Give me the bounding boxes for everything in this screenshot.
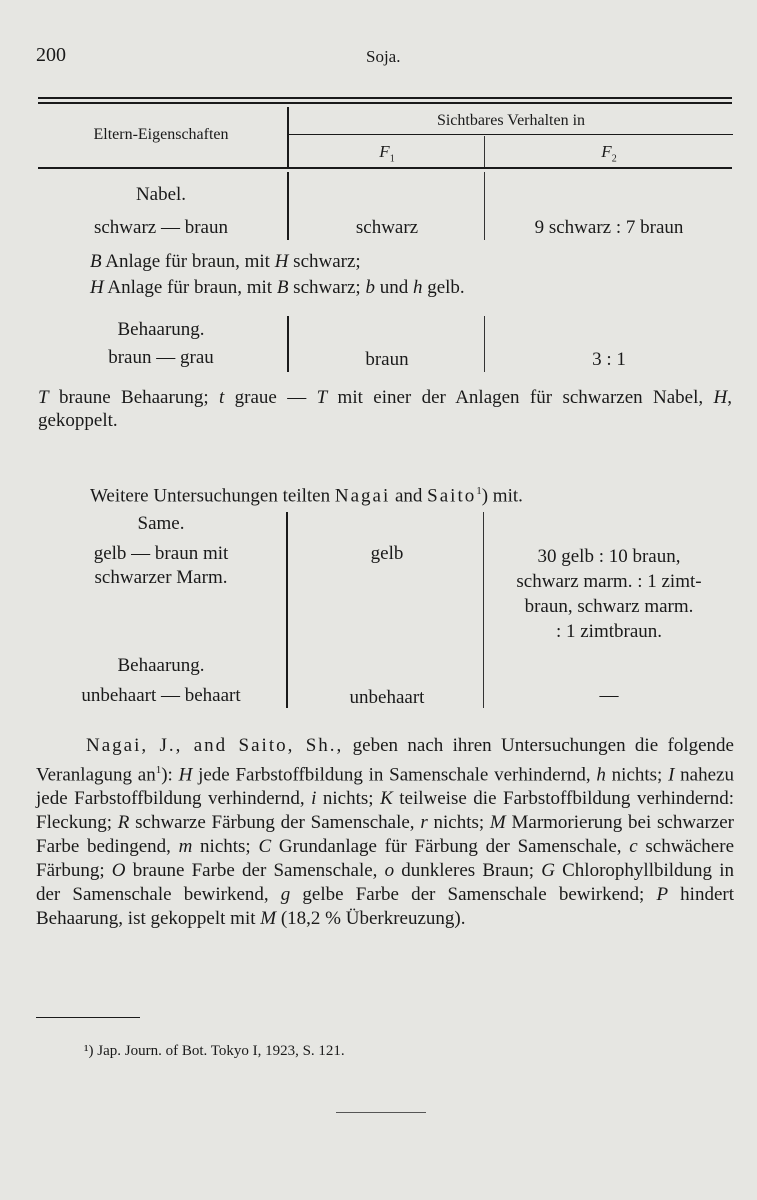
nabel-note-2: H Anlage für braun, mit B schwarz; b und h gelb. bbox=[90, 277, 465, 298]
table2-vline-2 bbox=[483, 512, 484, 708]
note-T2: T bbox=[316, 387, 328, 408]
top-rule-1 bbox=[38, 97, 732, 99]
col-header-f1 bbox=[289, 142, 485, 164]
same-parents-line2: schwarzer Marm. bbox=[94, 567, 228, 588]
behaarung-vline-2 bbox=[484, 316, 485, 372]
note2-H: H bbox=[90, 277, 104, 298]
intro-before: Weitere Untersuchungen teilten bbox=[90, 485, 331, 507]
header-vline-1 bbox=[287, 107, 289, 167]
note2-B: B bbox=[276, 277, 289, 298]
nabel-parents: schwarz — braun bbox=[93, 217, 228, 238]
same-f2-line2: schwarz marm. : 1 zimt- bbox=[516, 571, 702, 592]
bottom-rule bbox=[336, 1112, 426, 1113]
footnote-text: Jap. Journ. of Bot. Tokyo I, 1923, S. 121. bbox=[97, 1043, 345, 1059]
nabel-vline-1 bbox=[287, 172, 289, 240]
note-H: H bbox=[713, 387, 728, 408]
intro-and: and bbox=[394, 485, 423, 507]
intro-sentence bbox=[90, 480, 523, 507]
note1-B: B bbox=[90, 251, 102, 272]
footnote bbox=[84, 1043, 345, 1060]
same-f1: gelb bbox=[370, 543, 404, 564]
same-parents-line1: gelb — braun mit bbox=[93, 543, 229, 564]
note-t: t bbox=[218, 387, 225, 408]
behaarung2-f2: — bbox=[599, 685, 619, 706]
f1-subscript: 1 bbox=[389, 153, 395, 165]
nabel-note-1: B Anlage für braun, mit H schwarz; bbox=[90, 251, 361, 272]
main-paragraph: Nagai, J., and Saito, Sh., geben nach ihren Untersuchungen die folgende Veranlagung $an^1$): H jede Farbstoffbildung in Samenschale verhindernd, h nichts; I nahezu jede Farbstoffbildung verhindernd, i nichts; K teilweise die Farbstoffbildung verhindernd: Fleckung; R schwarze Färbung der Samenschale, r nichts; M Marmorierung bei schwarzer Farbe bedingend, m nichts; C Grundanlage für Färbung der Samenschale, c schwächere Färbung; O braune Farbe der Samenschale, o dunkleres Braun; G Chlorophyllbildung in der Samenschale bewirkend, g gelbe Farbe der Samenschale bewirkend; P hindert Behaarung, ist gekoppelt mit M (18,2 % Überkreuzung). bbox=[36, 735, 735, 930]
behaarung-parents: braun — grau bbox=[108, 347, 214, 368]
footnote-mark: ¹) bbox=[84, 1043, 94, 1059]
col-header-f2 bbox=[485, 142, 733, 164]
intro-footnote-mark: 1 bbox=[476, 485, 482, 497]
same-f2-line1: 30 gelb : 10 braun, bbox=[537, 546, 681, 567]
col-header-parents: Eltern-Eigenschaften bbox=[93, 126, 229, 143]
header-bottom-rule bbox=[38, 167, 732, 169]
nabel-title: Nabel. bbox=[135, 184, 187, 205]
table2-vline-1 bbox=[286, 512, 288, 708]
para-lead-names: Nagai, J., and Saito, Sh., bbox=[86, 735, 344, 756]
behaarung-f2: 3 : 1 bbox=[592, 349, 626, 370]
same-f2-line3: braun, schwarz marm. bbox=[524, 596, 694, 617]
nabel-f1: schwarz bbox=[355, 217, 419, 238]
nabel-vline-2 bbox=[484, 172, 485, 240]
f2-subscript: 2 bbox=[611, 153, 617, 165]
running-head: Soja. bbox=[366, 47, 401, 66]
same-f2-line4: : 1 zimtbraun. bbox=[555, 621, 663, 642]
intro-after: ) mit. bbox=[481, 485, 523, 507]
note-T: T bbox=[38, 387, 49, 408]
behaarung-f1: braun bbox=[365, 349, 409, 370]
note2-b: b bbox=[365, 277, 375, 298]
header-subrule bbox=[289, 134, 733, 135]
footnote-rule bbox=[36, 1017, 140, 1018]
top-rule-2 bbox=[38, 102, 732, 104]
note1-H: H bbox=[274, 251, 289, 272]
note2-h: h bbox=[412, 277, 423, 298]
behaarung-title: Behaarung. bbox=[117, 319, 205, 340]
f2-letter: F bbox=[601, 142, 612, 161]
page-number: 200 bbox=[36, 44, 66, 66]
behaarung-note: T braune Behaarung; t graue — T mit einer der Anlagen für schwarzen Nabel, H, gekoppelt. bbox=[38, 387, 732, 431]
intro-name2: Saito bbox=[427, 485, 477, 507]
same-title: Same. bbox=[137, 513, 185, 534]
intro-name1: Nagai bbox=[334, 485, 391, 507]
behaarung2-title: Behaarung. bbox=[117, 655, 205, 676]
behaarung2-parents: unbehaart — behaart bbox=[81, 685, 241, 706]
nabel-f2: 9 schwarz : 7 braun bbox=[534, 217, 684, 238]
f1-letter: F bbox=[379, 142, 390, 161]
col-header-visible: Sichtbares Verhalten in bbox=[436, 112, 586, 129]
behaarung-vline-1 bbox=[287, 316, 289, 372]
header-vline-2 bbox=[484, 136, 485, 167]
behaarung2-f1: unbehaart bbox=[349, 687, 425, 708]
